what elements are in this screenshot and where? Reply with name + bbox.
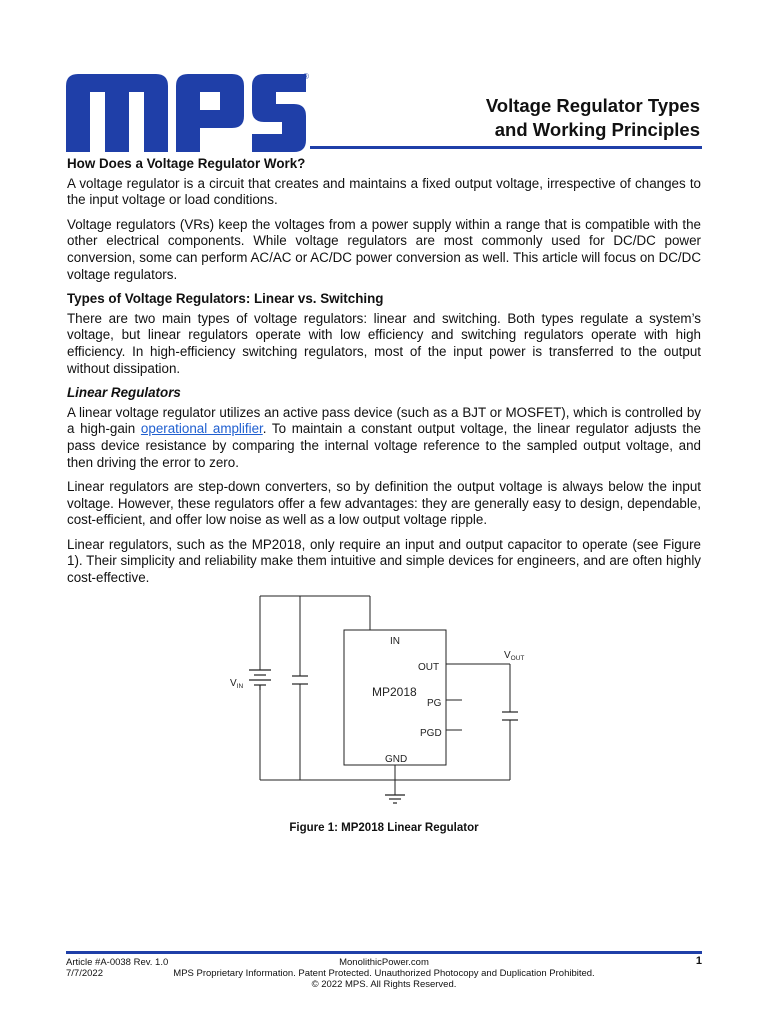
text-span: . To maintain a constant output voltage, the linear regulator adjusts the pass device resistance by comparing the internal voltage reference to the sampled output voltage, and then driving the error to zero. xyxy=(67,421,701,470)
paragraph: A voltage regulator is a circuit that creates and maintains a fixed output voltage, irrespective of changes to the input voltage or load conditions. xyxy=(67,175,701,208)
title-line-2: and Working Principles xyxy=(494,119,700,140)
pin-label-gnd: GND xyxy=(385,754,408,765)
footer-rule xyxy=(66,951,702,954)
paragraph: Voltage regulators (VRs) keep the voltages from a power supply within a range that is compatible with the other electrical components. While voltage regulators are most commonly used for DC/DC power conversion, some can perform AC/AC or AC/DC power conversion as well. This article will focus on DC/DC voltage regulators. xyxy=(67,216,701,282)
article-body xyxy=(67,156,701,595)
vout-label xyxy=(504,650,524,662)
pin-label-out: OUT xyxy=(418,662,440,673)
paragraph: Linear regulators, such as the MP2018, only require an input and output capacitor to operate (see Figure 1). Their simplicity and reliability make them intuitive and simple devices for engineers, and are often highly cost-effective. xyxy=(67,536,701,586)
footer-copyright: © 2022 MPS. All Rights Reserved. xyxy=(311,979,457,990)
section-heading-linear: Linear Regulators xyxy=(67,385,181,401)
paragraph: There are two main types of voltage regulators: linear and switching. Both types regulate a system’s voltage, but linear regulators operate with low efficiency and switching regulators operate with high efficiency. In high-efficiency switching regulators, most of the input power is transferred to the output without dissipation. xyxy=(67,310,701,376)
mps-logo xyxy=(66,74,316,152)
title-rule xyxy=(310,146,702,149)
figure-schematic xyxy=(200,590,560,810)
footer-article-id: Article #A-0038 Rev. 1.0 xyxy=(66,957,169,968)
footer-website: MonolithicPower.com xyxy=(339,957,429,968)
section-heading-types: Types of Voltage Regulators: Linear vs. Switching xyxy=(67,291,384,307)
pin-label-in: IN xyxy=(390,636,400,647)
figure-caption: Figure 1: MP2018 Linear Regulator xyxy=(289,822,479,834)
registered-mark: ® xyxy=(303,72,309,81)
document-title xyxy=(486,94,700,142)
pin-label-pgd: PGD xyxy=(420,728,442,739)
vin-label xyxy=(230,678,243,690)
pin-label-pg: PG xyxy=(427,698,442,709)
chip-name: MP2018 xyxy=(372,685,417,699)
paragraph xyxy=(67,405,701,471)
footer-date: 7/7/2022 xyxy=(66,968,103,979)
footer-proprietary-notice: MPS Proprietary Information. Patent Protected. Unauthorized Photocopy and Duplication Prohibited. xyxy=(173,968,595,979)
vin-sub: IN xyxy=(236,683,244,690)
page-number: 1 xyxy=(695,955,702,967)
text-span: A linear voltage regulator utilizes an active pass device (such as a BJT or MOSFET), which is controlled by a high-gain xyxy=(67,404,701,437)
vout-main: V xyxy=(504,650,511,661)
title-line-1: Voltage Regulator Types xyxy=(485,95,700,116)
section-heading-how: How Does a Voltage Regulator Work? xyxy=(67,156,306,171)
vout-sub: OUT xyxy=(510,655,525,662)
operational-amplifier-link[interactable]: operational amplifier xyxy=(140,421,263,437)
paragraph: Linear regulators are step-down converters, so by definition the output voltage is always below the input voltage. However, these regulators offer a few advantages: they are generally easy to design, dependable, cost-efficient, and offer low noise as well as a low output voltage ripple. xyxy=(67,479,701,528)
vin-main: V xyxy=(230,678,237,689)
